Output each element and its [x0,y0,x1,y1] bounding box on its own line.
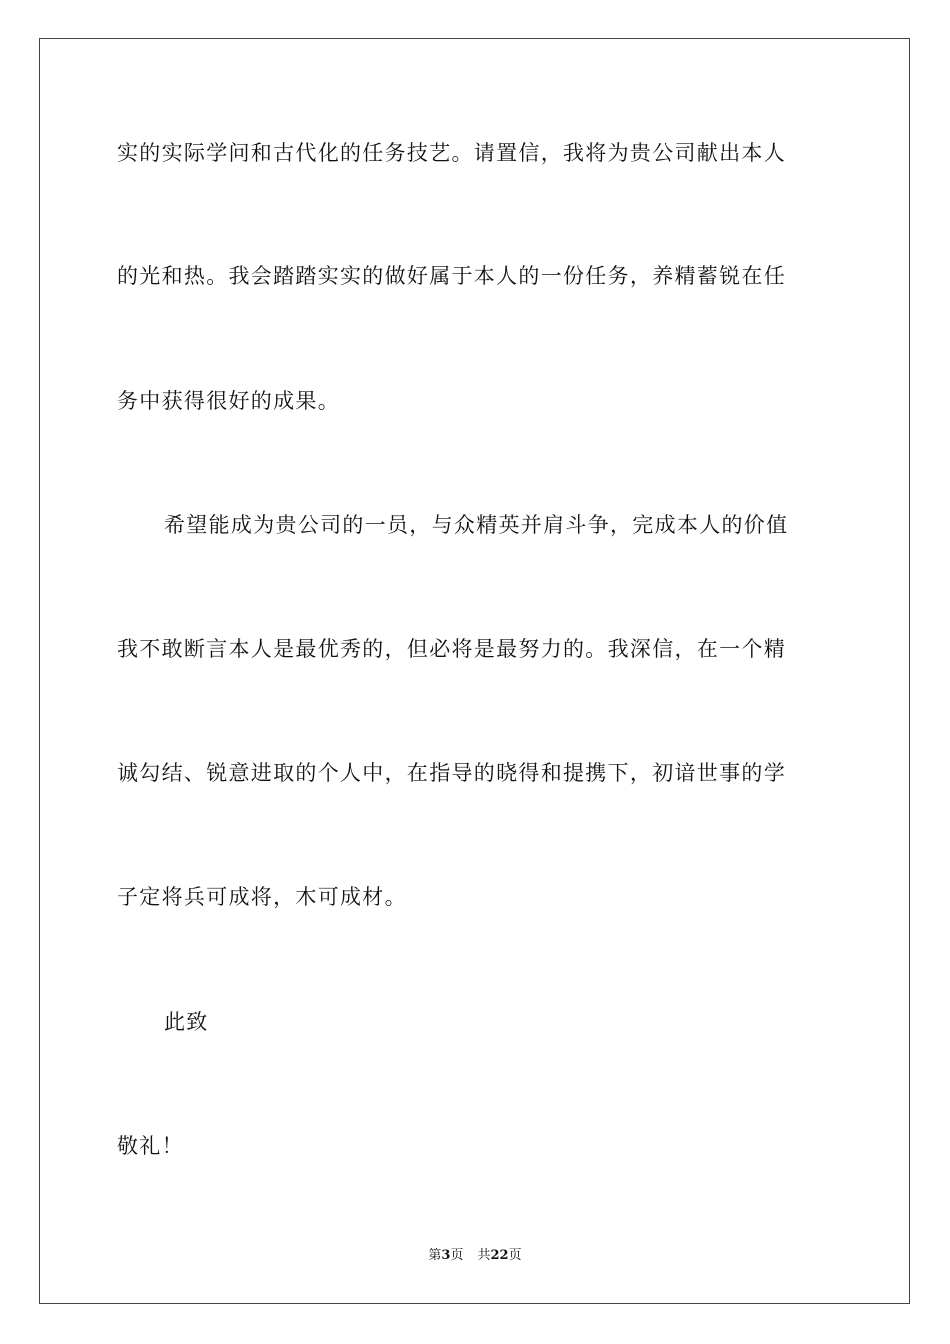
body-line-3: 务中获得很好的成果。 [117,389,340,413]
page-footer [0,1246,950,1266]
total-suffix: 页 [508,1248,522,1263]
total-prefix: 共 [477,1248,491,1263]
page-suffix: 页 [450,1248,464,1263]
total-pages: 22 [490,1248,509,1263]
closing-salutation: 此致 [164,1010,209,1034]
page-number: 3 [441,1248,451,1263]
page-prefix: 第 [428,1248,442,1263]
page-frame [39,38,910,1304]
body-line-5: 我不敢断言本人是最优秀的，但必将是最努力的。我深信，在一个精 [117,637,786,661]
body-line-4: 希望能成为贵公司的一员，与众精英并肩斗争，完成本人的价值 [164,513,789,537]
body-line-1: 实的实际学问和古代化的任务技艺。请置信，我将为贵公司献出本人 [117,141,786,165]
closing-regards: 敬礼！ [117,1134,184,1158]
body-line-2: 的光和热。我会踏踏实实的做好属于本人的一份任务，养精蓄锐在任 [117,264,786,288]
body-line-7: 子定将兵可成将，木可成材。 [117,885,407,909]
body-line-6: 诚勾结、锐意进取的个人中，在指导的晓得和提携下，初谙世事的学 [117,761,786,785]
